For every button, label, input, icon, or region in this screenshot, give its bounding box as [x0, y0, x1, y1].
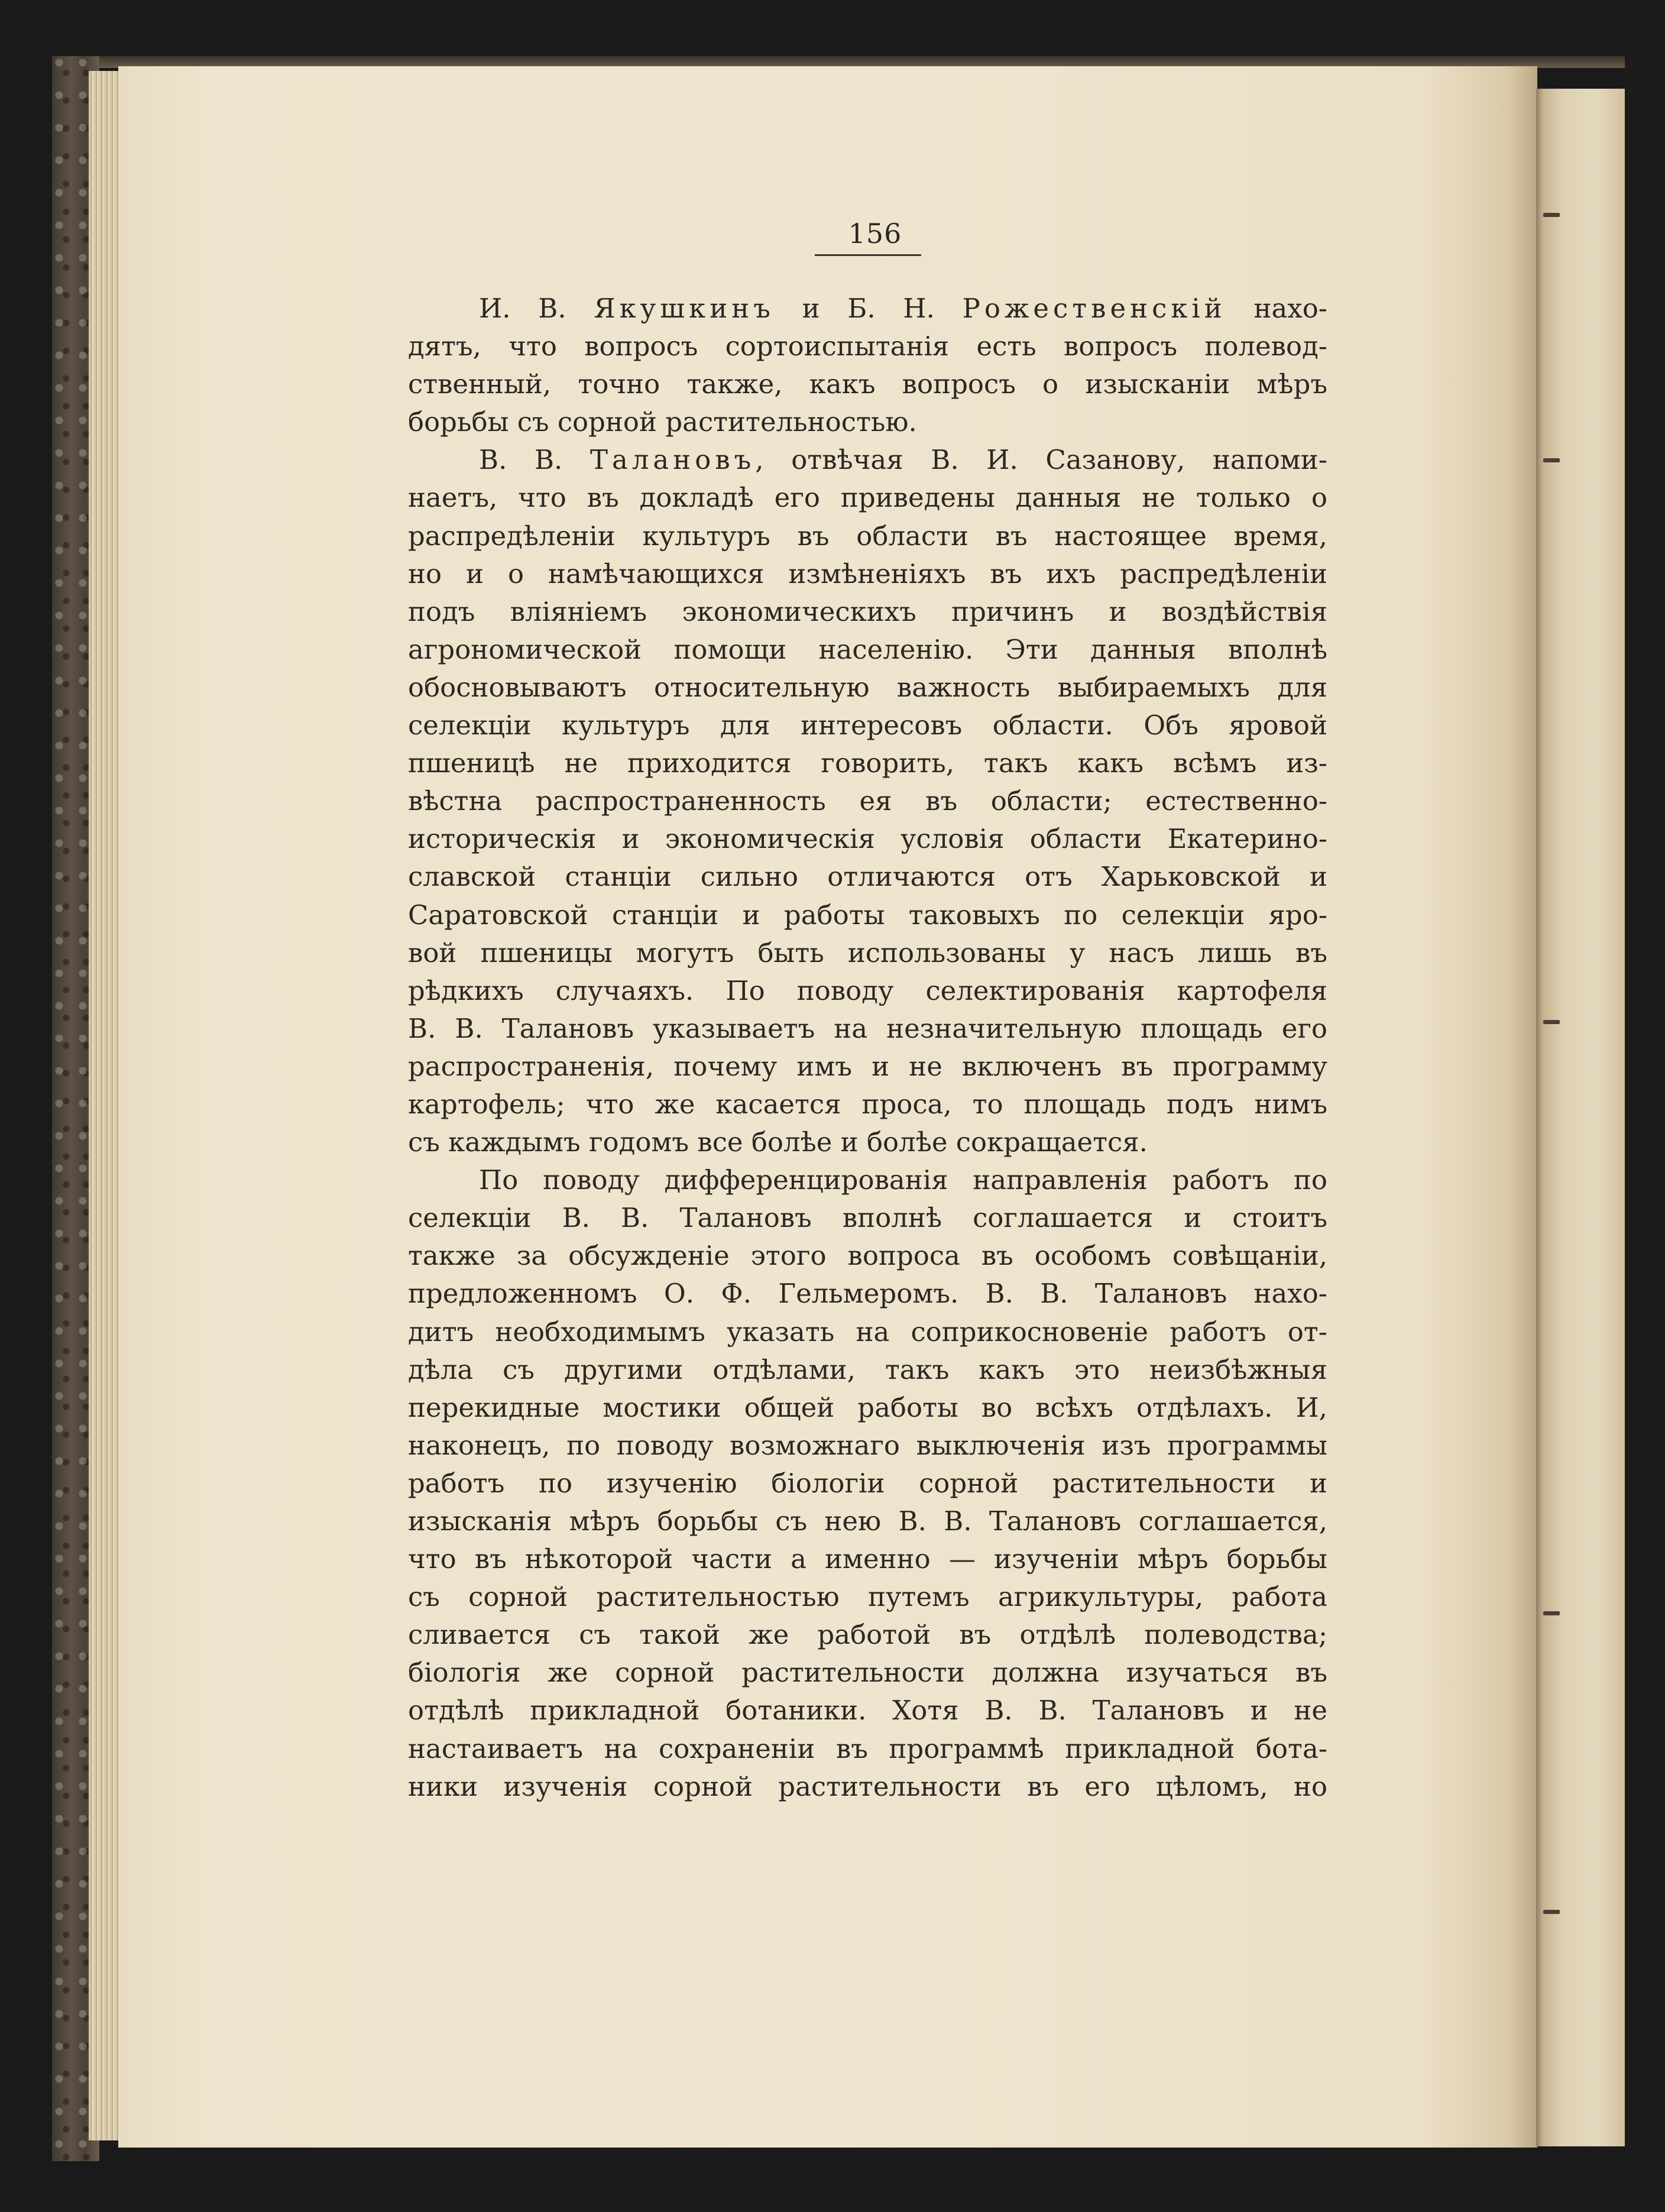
- spaced-name: Рожественскій: [962, 293, 1226, 324]
- text-line: сливается съ такой же работой въ отдѣлѣ полеводства;: [408, 1619, 1327, 1651]
- text-line: біологія же сорной растительности должна изучаться въ: [408, 1657, 1327, 1689]
- text-line: дитъ необходимымъ указать на соприкосновеніе работъ от-: [408, 1316, 1327, 1348]
- text-line: картофель; что же касается проса, то площадь подъ нимъ: [408, 1088, 1327, 1120]
- text-line: рѣдкихъ случаяхъ. По поводу селектированія картофеля: [408, 974, 1327, 1006]
- text-line: дятъ, что вопросъ сортоиспытанія есть вопросъ полевод-: [408, 331, 1327, 362]
- text-run: нахо-: [1226, 293, 1327, 324]
- text-line: работъ по изученію біологіи сорной растительности и: [408, 1467, 1327, 1499]
- text-line: настаиваетъ на сохраненіи въ программѣ прикладной бота-: [408, 1732, 1327, 1764]
- text-line: съ сорной растительностью путемъ агрикультуры, работа: [408, 1581, 1327, 1613]
- page-mark: [1543, 213, 1560, 217]
- text-run: и Б. Н.: [774, 293, 963, 324]
- text-run: В. В.: [479, 444, 590, 476]
- text-line: отдѣлѣ прикладной ботаники. Хотя В. В. Талановъ и не: [408, 1695, 1327, 1727]
- text-line: обосновываютъ относительную важность выбираемыхъ для: [408, 671, 1327, 703]
- text-line: дѣла съ другими отдѣлами, такъ какъ это неизбѣжныя: [408, 1353, 1327, 1385]
- text-line: ники изученія сорной растительности въ его цѣломъ, но: [408, 1770, 1327, 1802]
- page-number: 156: [848, 218, 902, 250]
- text-line: селекціи В. В. Талановъ вполнѣ соглашается и стоитъ: [408, 1202, 1327, 1234]
- text-line: подъ вліяніемъ экономическихъ причинъ и воздѣйствія: [408, 595, 1327, 627]
- page-number-rule: [815, 254, 921, 256]
- text-line: Саратовской станціи и работы таковыхъ по селекціи яро-: [408, 899, 1327, 931]
- text-line: ственный, точно также, какъ вопросъ о изысканіи мѣръ: [408, 368, 1327, 400]
- text-line: В. В. Талановъ указываетъ на незначительную площадь его: [408, 1012, 1327, 1044]
- body-text: [408, 290, 1327, 1806]
- text-line: агрономической помощи населенію. Эти данныя вполнѣ: [408, 633, 1327, 665]
- text-line: что въ нѣкоторой части а именно — изученіи мѣръ борьбы: [408, 1543, 1327, 1575]
- text-line: вой пшеницы могутъ быть использованы у насъ лишь въ: [408, 937, 1327, 969]
- text-line: По поводу дифференцированія направленія работъ по: [479, 1164, 1327, 1196]
- text-run: , отвѣчая В. И. Сазанову, напоми-: [755, 444, 1327, 476]
- text-line: [408, 290, 1327, 328]
- text-line: распространенія, почему имъ и не включенъ въ программу: [408, 1050, 1327, 1082]
- text-line: распредѣленіи культуръ въ области въ настоящее время,: [408, 520, 1327, 552]
- text-line: наконецъ, по поводу возможнаго выключенія изъ программы: [408, 1429, 1327, 1461]
- text-line: также за обсужденіе этого вопроса въ особомъ совѣщаніи,: [408, 1240, 1327, 1272]
- page-mark: [1543, 458, 1560, 462]
- text-line: историческія и экономическія условія области Екатерино-: [408, 823, 1327, 855]
- scan-background: [1625, 56, 1665, 2161]
- text-line: но и о намѣчающихся измѣненіяхъ въ ихъ распредѣленіи: [408, 558, 1327, 590]
- text-line: [408, 441, 1327, 479]
- page-mark: [1543, 1910, 1560, 1914]
- page-mark: [1543, 1611, 1560, 1615]
- text-run: И. В.: [479, 293, 594, 324]
- text-line: селекціи культуръ для интересовъ области. Объ яровой: [408, 710, 1327, 741]
- text-line: славской станціи сильно отличаются отъ Харьковской и: [408, 861, 1327, 893]
- text-line: наетъ, что въ докладѣ его приведены данныя не только о: [408, 482, 1327, 514]
- text-line: съ каждымъ годомъ все болѣе и болѣе сокращается.: [408, 1126, 1148, 1158]
- text-line: перекидные мостики общей работы во всѣхъ отдѣлахъ. И,: [408, 1391, 1327, 1423]
- text-line: предложенномъ О. Ф. Гельмеромъ. В. В. Талановъ нахо-: [408, 1278, 1327, 1310]
- spaced-name: Якушкинъ: [594, 293, 775, 324]
- text-line: изысканія мѣръ борьбы съ нею В. В. Талановъ соглашается,: [408, 1505, 1327, 1537]
- spaced-name: Талановъ: [589, 444, 756, 476]
- facing-page-marks: [1537, 89, 1573, 2146]
- text-line: пшеницѣ не приходится говорить, такъ какъ всѣмъ из-: [408, 747, 1327, 779]
- text-line: вѣстна распространенность ея въ области; естественно-: [408, 785, 1327, 817]
- text-line: борьбы съ сорной растительностью.: [408, 406, 917, 438]
- page-mark: [1543, 1020, 1560, 1024]
